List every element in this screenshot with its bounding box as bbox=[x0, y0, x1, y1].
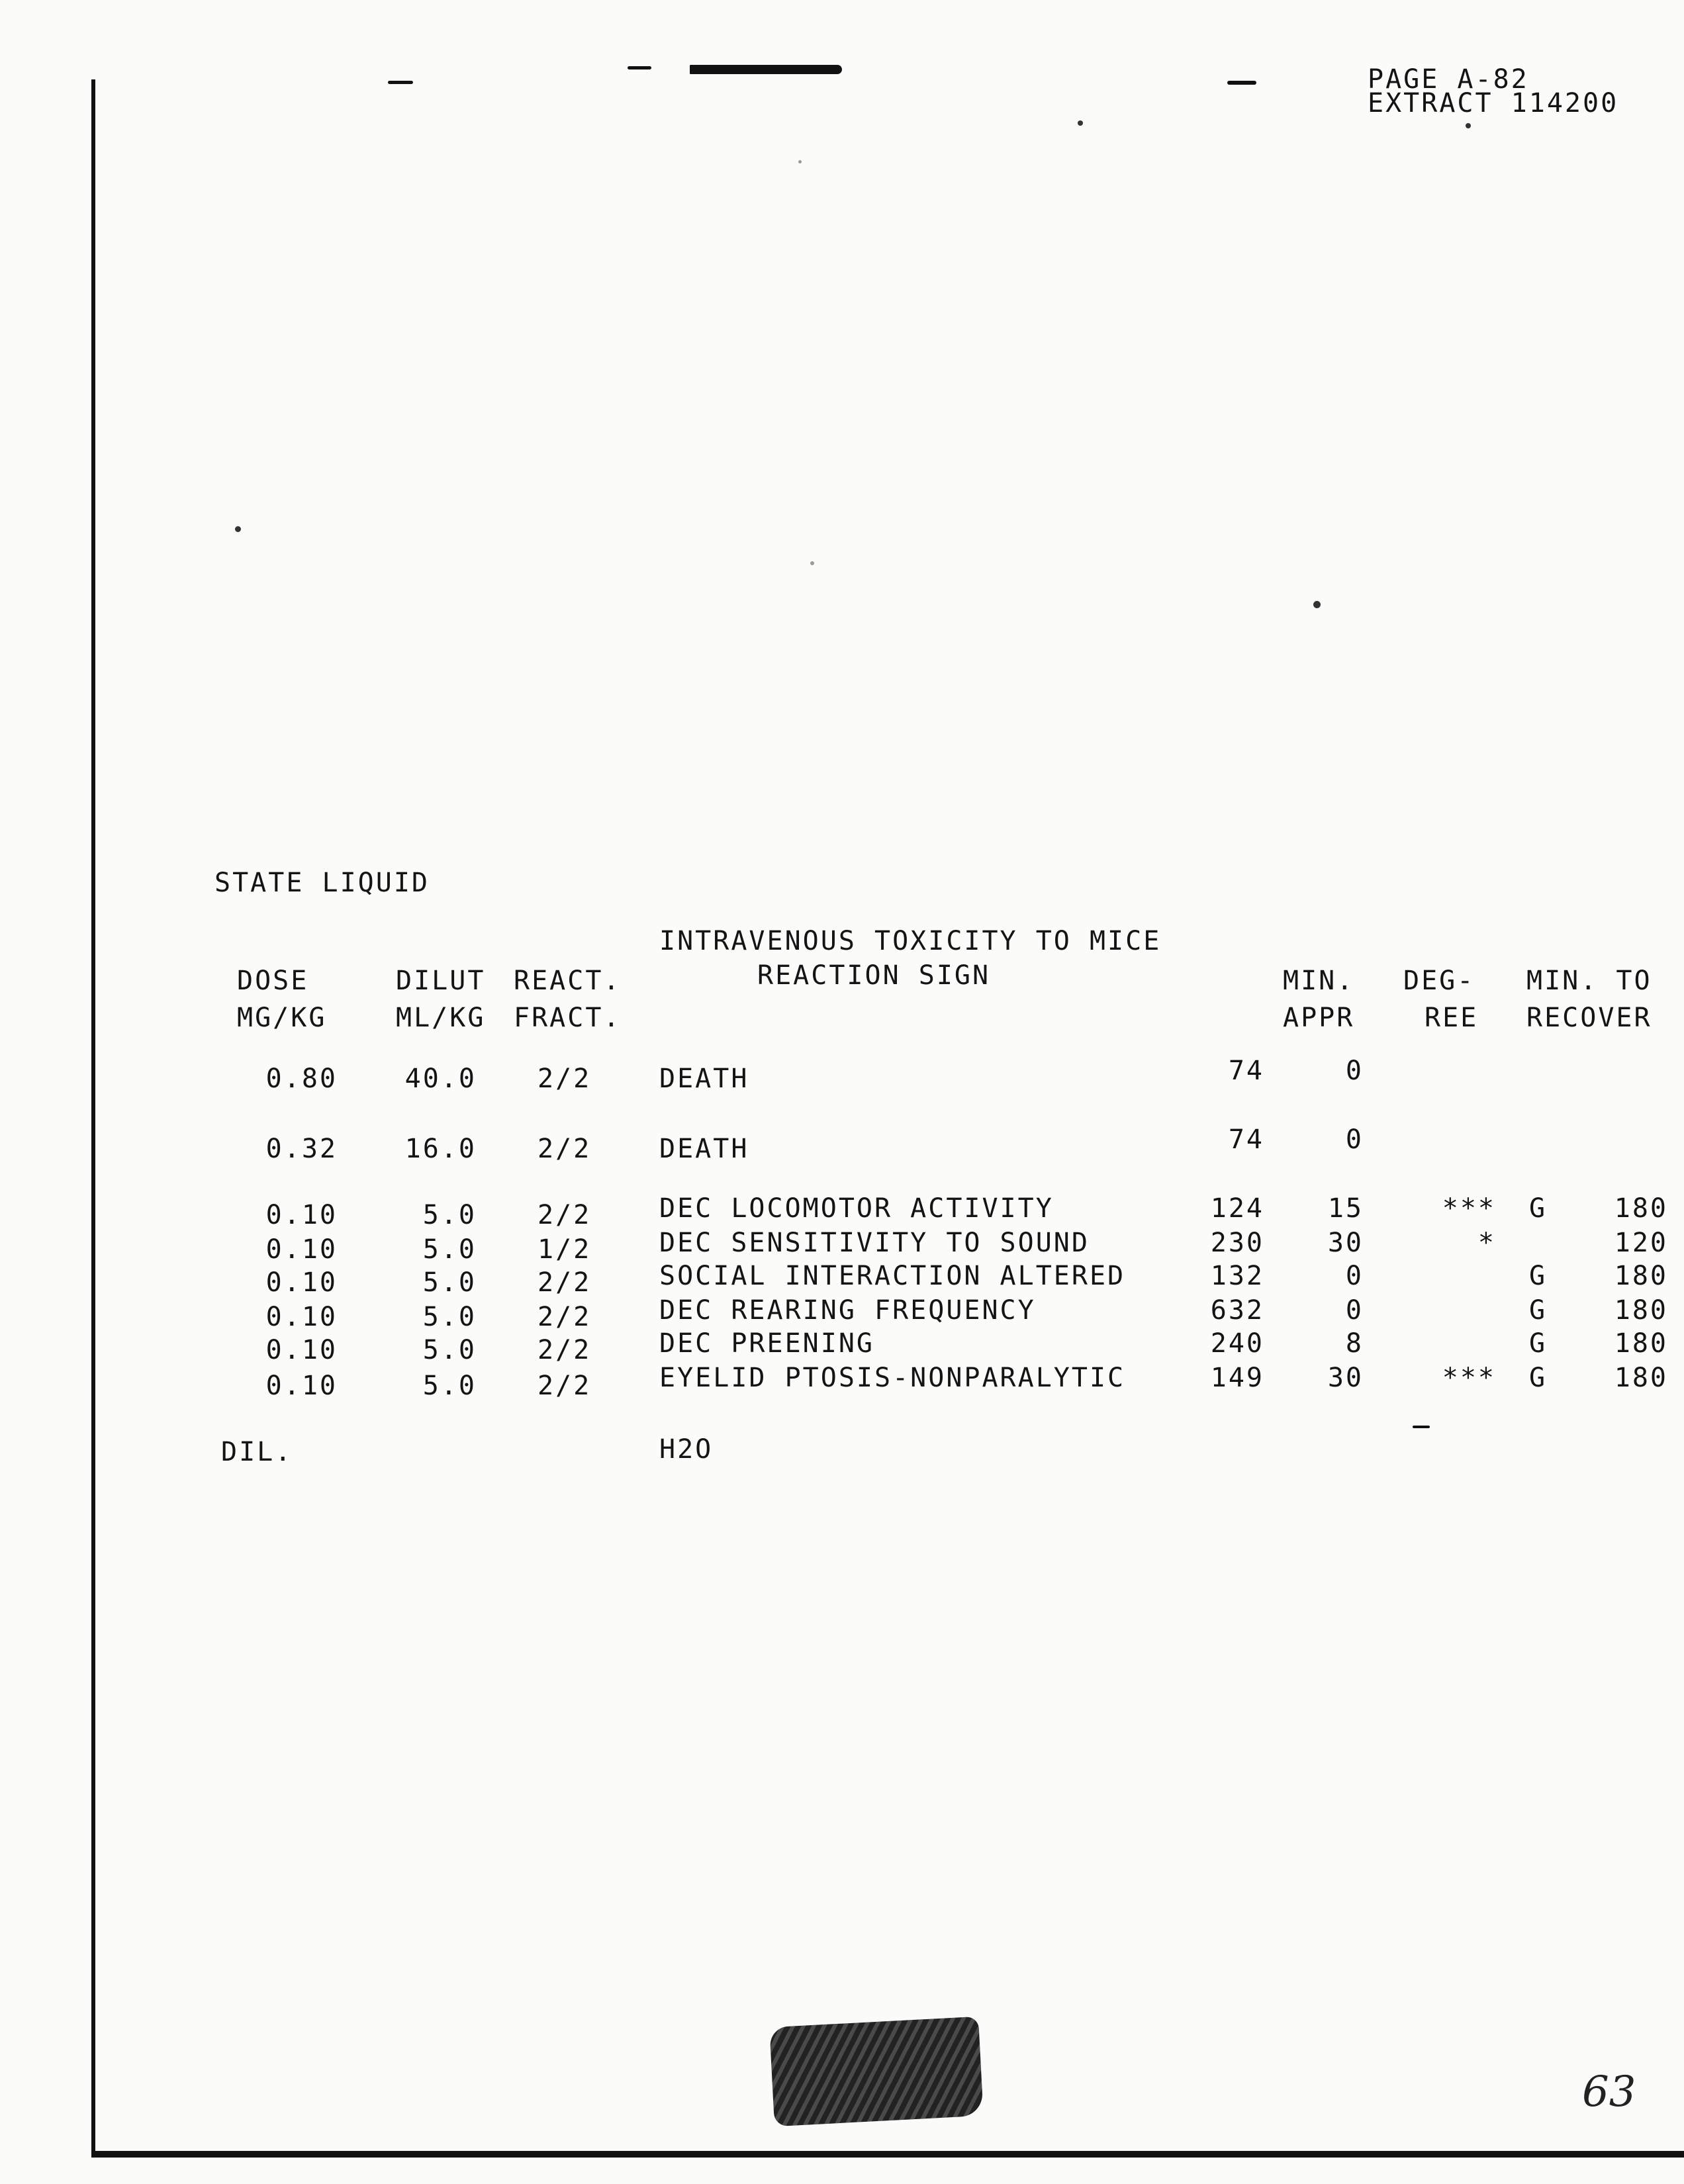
cell-grade: G bbox=[1529, 1363, 1548, 1393]
header-react: REACT. bbox=[514, 966, 622, 996]
scan-mark-top-bar bbox=[690, 65, 842, 74]
header-min: MIN. bbox=[1283, 966, 1355, 996]
state-line: STATE LIQUID bbox=[214, 868, 430, 898]
cell-reaction-sign: DEC LOCOMOTOR ACTIVITY bbox=[659, 1193, 1054, 1224]
scan-mark-top-left bbox=[388, 81, 413, 84]
cell-reaction-sign: DEC SENSITIVITY TO SOUND bbox=[659, 1228, 1090, 1258]
page-frame bbox=[91, 79, 1684, 2158]
handwritten-page-number: 63 bbox=[1582, 2068, 1636, 2116]
cell-sign-code: 124 bbox=[1210, 1193, 1264, 1224]
cell-dose: 0.10 bbox=[265, 1234, 338, 1265]
cell-fraction: 2/2 bbox=[538, 1200, 592, 1230]
cell-degree: * bbox=[1477, 1228, 1496, 1258]
cell-sign-code: 230 bbox=[1210, 1228, 1264, 1258]
dil-label: DIL. bbox=[221, 1437, 293, 1467]
cell-min-appr: 0 bbox=[1345, 1261, 1364, 1291]
scan-dot-2 bbox=[1466, 123, 1471, 128]
cell-sign-code: 74 bbox=[1228, 1124, 1264, 1155]
cell-min-appr: 15 bbox=[1327, 1193, 1364, 1224]
extract-label: EXTRACT 114200 bbox=[1368, 88, 1619, 118]
header-recover: MIN. TO bbox=[1526, 966, 1652, 996]
table-title: INTRAVENOUS TOXICITY TO MICE bbox=[659, 926, 1162, 956]
header-dose-unit: MG/KG bbox=[237, 1003, 327, 1033]
cell-reaction-sign: DEC REARING FREQUENCY bbox=[659, 1295, 1036, 1326]
scan-dot-4 bbox=[1313, 601, 1321, 608]
cell-reaction-sign: DEATH bbox=[659, 1134, 749, 1164]
cell-min-appr: 8 bbox=[1345, 1328, 1364, 1359]
cell-dose: 0.10 bbox=[265, 1335, 338, 1365]
cell-sign-code: 632 bbox=[1210, 1295, 1264, 1326]
cell-grade: G bbox=[1529, 1193, 1548, 1224]
scan-dot-3 bbox=[235, 526, 241, 532]
header-dilut: DILUT bbox=[396, 966, 486, 996]
cell-min-appr: 0 bbox=[1345, 1124, 1364, 1155]
cell-min-recover: 180 bbox=[1614, 1193, 1668, 1224]
cell-sign-code: 74 bbox=[1228, 1056, 1264, 1086]
cell-dilut: 5.0 bbox=[422, 1302, 477, 1332]
header-appr: APPR bbox=[1283, 1003, 1355, 1033]
scan-mark-right bbox=[1413, 1426, 1430, 1428]
cell-fraction: 2/2 bbox=[538, 1335, 592, 1365]
cell-min-appr: 0 bbox=[1345, 1056, 1364, 1086]
cell-min-appr: 30 bbox=[1327, 1228, 1364, 1258]
redaction-stamp bbox=[769, 2017, 983, 2126]
header-react-frac: FRACT. bbox=[514, 1003, 622, 1033]
cell-reaction-sign: EYELID PTOSIS-NONPARALYTIC bbox=[659, 1363, 1126, 1393]
cell-sign-code: 132 bbox=[1210, 1261, 1264, 1291]
cell-fraction: 1/2 bbox=[538, 1234, 592, 1265]
scan-dot-6 bbox=[798, 160, 802, 163]
cell-fraction: 2/2 bbox=[538, 1302, 592, 1332]
header-dose: DOSE bbox=[237, 966, 309, 996]
cell-degree: *** bbox=[1442, 1193, 1496, 1224]
cell-fraction: 2/2 bbox=[538, 1371, 592, 1401]
cell-min-appr: 0 bbox=[1345, 1295, 1364, 1326]
scan-dot-5 bbox=[810, 561, 814, 565]
cell-min-recover: 120 bbox=[1614, 1228, 1668, 1258]
cell-dilut: 5.0 bbox=[422, 1267, 477, 1298]
cell-reaction-sign: DEC PREENING bbox=[659, 1328, 874, 1359]
cell-min-recover: 180 bbox=[1614, 1328, 1668, 1359]
cell-min-recover: 180 bbox=[1614, 1363, 1668, 1393]
dil-value: H2O bbox=[659, 1434, 714, 1465]
cell-min-recover: 180 bbox=[1614, 1295, 1668, 1326]
cell-sign-code: 149 bbox=[1210, 1363, 1264, 1393]
header-degree: DEG- bbox=[1403, 966, 1475, 996]
cell-reaction-sign: DEATH bbox=[659, 1064, 749, 1094]
cell-dilut: 5.0 bbox=[422, 1371, 477, 1401]
cell-fraction: 2/2 bbox=[538, 1064, 592, 1094]
cell-dose: 0.10 bbox=[265, 1302, 338, 1332]
cell-degree: *** bbox=[1442, 1363, 1496, 1393]
cell-dilut: 5.0 bbox=[422, 1234, 477, 1265]
cell-reaction-sign: SOCIAL INTERACTION ALTERED bbox=[659, 1261, 1126, 1291]
cell-dilut: 40.0 bbox=[404, 1064, 477, 1094]
page-label: PAGE A-82 bbox=[1368, 64, 1529, 95]
header-reaction-sign: REACTION SIGN bbox=[757, 960, 991, 991]
cell-dose: 0.10 bbox=[265, 1200, 338, 1230]
cell-dose: 0.32 bbox=[265, 1134, 338, 1164]
cell-dose: 0.80 bbox=[265, 1064, 338, 1094]
cell-sign-code: 240 bbox=[1210, 1328, 1264, 1359]
cell-dose: 0.10 bbox=[265, 1267, 338, 1298]
scan-dot-1 bbox=[1078, 120, 1083, 126]
scan-mark-top-center bbox=[628, 66, 651, 69]
cell-dilut: 5.0 bbox=[422, 1335, 477, 1365]
cell-dose: 0.10 bbox=[265, 1371, 338, 1401]
cell-fraction: 2/2 bbox=[538, 1134, 592, 1164]
cell-min-appr: 30 bbox=[1327, 1363, 1364, 1393]
header-degree-2: REE bbox=[1425, 1003, 1479, 1033]
cell-grade: G bbox=[1529, 1261, 1548, 1291]
header-recover-2: RECOVER bbox=[1526, 1003, 1652, 1033]
cell-grade: G bbox=[1529, 1328, 1548, 1359]
scan-mark-top-right bbox=[1227, 81, 1256, 85]
cell-dilut: 5.0 bbox=[422, 1200, 477, 1230]
cell-min-recover: 180 bbox=[1614, 1261, 1668, 1291]
cell-grade: G bbox=[1529, 1295, 1548, 1326]
header-dilut-unit: ML/KG bbox=[396, 1003, 486, 1033]
cell-fraction: 2/2 bbox=[538, 1267, 592, 1298]
cell-dilut: 16.0 bbox=[404, 1134, 477, 1164]
